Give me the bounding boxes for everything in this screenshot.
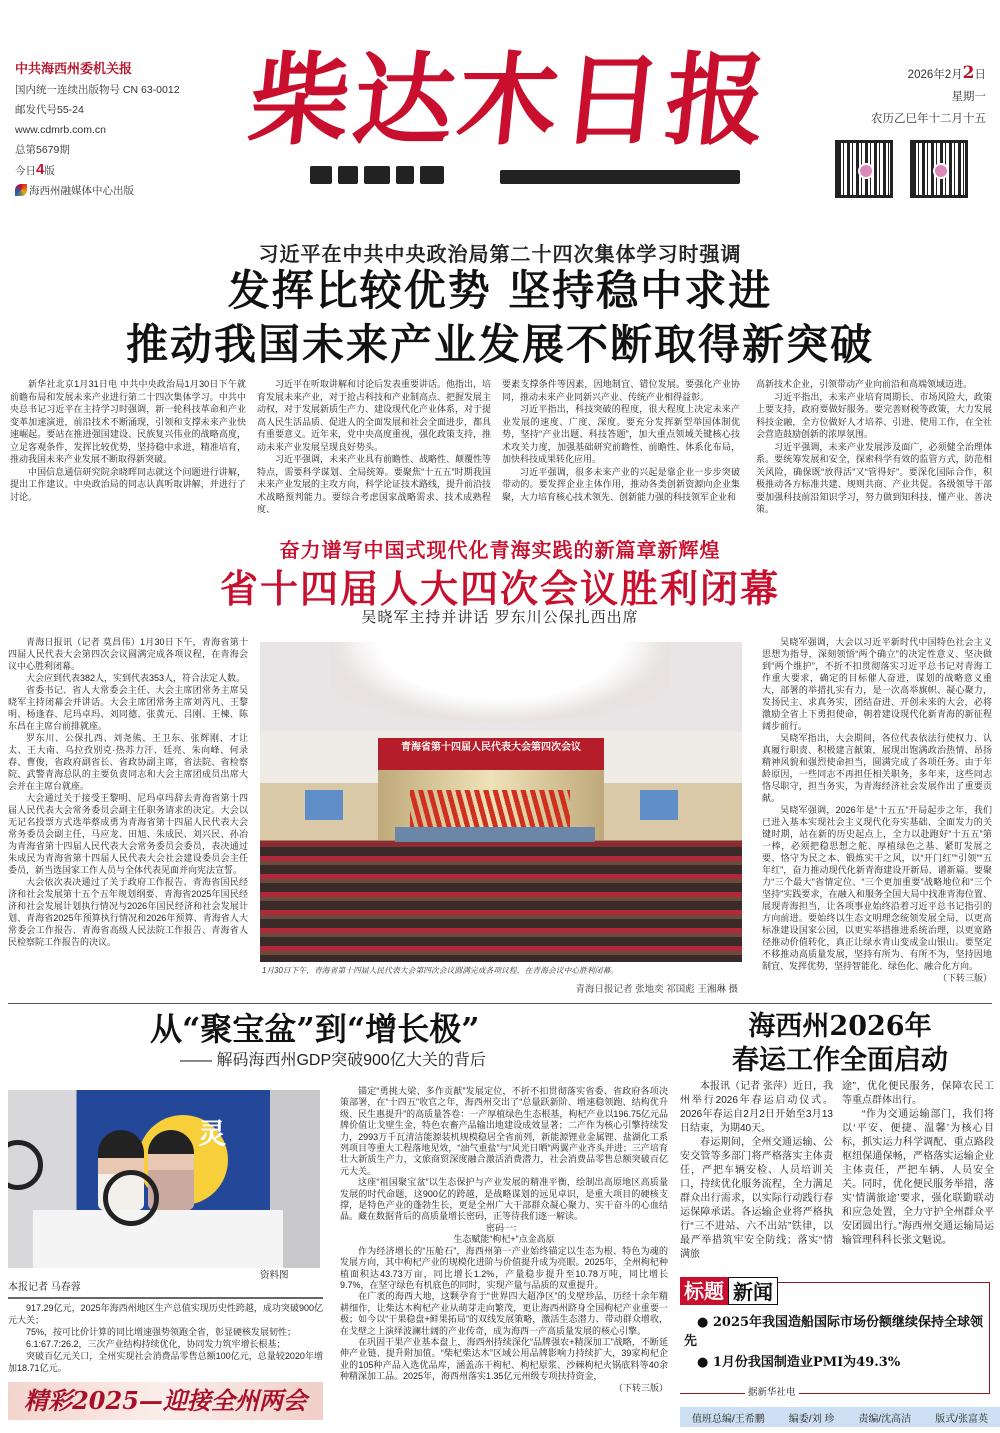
photo-sign-text: 灵 [198,1118,227,1149]
promo-banner[interactable]: 精彩2025—迎接全州两会 [8,1382,323,1420]
npc-kicker: 奋力谱写中国式现代化青海实践的新篇章新辉煌 [279,540,721,562]
party-paper-label: 中共海西州委机关报 [15,61,133,76]
npc-continued: （下转三版） [937,973,992,983]
headline-news-item[interactable]: ● 2025年我国造船国际市场份额继续保持全球领先 [684,1315,984,1349]
gdp-subhead: —— 解码海西州GDP突破900亿大关的背后 [180,1052,486,1069]
lead-column-3: 要素支撑条件等因素，因地制宜、错位发展。要强化产业协同，推动未来产业同新兴产业、传统产业相得益彰。 习近平指出，科技突破的程度，很大程度上决定未来产业发展的速度、广度、深度。要充分发挥新型举国体制优势，坚持“产业出题、科技答题”，加大重点领域关键核心技术攻关力度，加强基础研究前瞻性、前瞻性、体系化布局，加快科技成果转化应用。 习近平强调，很多未来产业的兴起是靠企业一步步突破带动的。要发挥企业主体作用，推动各类创新资源向企业集聚，大力培育核心技术领先、创新能力强的科技领军企业和 [502,379,740,502]
cn-number: 国内统一连续出版物号 CN 63-0012 [15,84,180,96]
postal-code: 邮发代号55-24 [15,104,84,116]
date-block [871,62,986,130]
masthead-info [15,58,180,201]
photo-stage-banner: 青海省第十四届人民代表大会第四次会议 [378,738,604,770]
headline-news-source: 据新华社电 [745,1387,799,1399]
gdp-reporter: 本报记者 马春蓉 [8,1281,323,1299]
lead-headline-2: 推动我国未来产业发展不断取得新突破 [125,320,874,369]
issue-number: 总第5679期 [15,144,70,156]
spring-headline: 海西州2026年 春运工作全面启动 [732,1011,948,1076]
gdp-continued: （下转三版） [613,1382,668,1393]
photo-source: 资料图 [260,1270,289,1281]
issue-date: 2026年2月2日 [907,63,986,83]
section-divider [8,1003,992,1004]
npc-right-column: 吴晓军强调，大会以习近平新时代中国特色社会主义思想为指导，深刻领悟“两个确立”的决定性意义、坚决做到“两个维护”，不折不扣贯彻落实习近平总书记对青海工作重大要求，确定的目标催人奋进，谋划的战略意义重大，部署的举措扎实有力，是一次高举旗帜、凝心聚力，发扬民主、求真务实，团结奋进、开创未来的大会，必将激励全省上下勇担使命，朝着建设现代化新青海的新征程阔步前行。 吴晓军指出，大会期间，各位代表依法行使权力、认真履行职责、积极建言献策，展现出饱满政治热情、昂扬精神风貌和强烈使命担当，圆满完成了各项任务。由于年龄原因，一些同志不再担任相关职务，多年来，这些同志恪尽职守，担当务实，为青海经济社会发展作出了重要贡献。 吴晓军强调，2026年是“十五五”开局起步之年，我们已进入基本实现社会主义现代化夯实基础、全面发力的关键时期，站在新的历史起点上，全力以赴跑好“十五五”第一棒，必须把稳思想之舵、厚植绿色之基、紧盯发展之要、恪守为民之本、锻炼实干之风，以“开门红”“引领”“五年红”，奋力推动现代化新青海建设开新局、谱新篇。要聚力“三个最大”省情定位、“三个更加重要”战略地位和“三个坚持”实践要求，在融入和服务全国大局中找准青海位置、展现青海担当，让各项事业始终沿着习近平总书记指引的方向前进。要始终以生态文明理念统领发展全局，以更高标准建设国家公园，以更实举措推进系统治理，以更宽路径推动价值转化，真正让绿水青山变成金山银山。要坚定不移推动高质量发展，坚持有所为、有所不为，坚持因地制宜、发挥优势，坚持智能化、绿色化、融合化方向。 （下转三版） [762,637,992,983]
lead-column-2: 习近平在听取讲解和讨论后发表重要讲话。他指出，培育发展未来产业，对于抢占科技和产业制高点、把握发展主动权，对于发展新质生产力、建设现代化产业体系，对于提高人民生活品质、促进人的全面发展和社会全面进步，都具有重要意义。近年来，党中央高度重视，强化政策支持，推动未来产业发展呈现良好势头。 习近平强调，未来产业具有前瞻性、战略性、颠覆性等特点，需要科学谋划、全局统筹。要聚焦“十五五”时期我国未来产业发展的主攻方向，科学论证技术路线，提升前沿技术战略预判能力。要综合考虑国家战略需求、技术成熟程度、 [257,379,492,514]
code-label: 密码一： [485,1222,522,1233]
headline-news-tag: 标题 新闻 [680,1277,778,1305]
website-link[interactable]: www.cdmrb.com.cn [15,124,107,136]
lead-kicker: 习近平在中共中央政治局第二十四次集体学习时强调 [258,244,742,266]
tibetan-title-script [500,166,746,192]
livestream-photo [8,1090,320,1268]
npc-headline: 省十四届人大四次会议胜利闭幕 [219,566,780,611]
headline-news-list [684,1313,984,1372]
gdp-headline: 从“聚宝盆”到“增长极” [150,1010,480,1048]
publisher: 海西州融媒体中心出版 [15,181,180,201]
today-pages: 今日4版 [15,161,55,178]
npc-photo-credit: 青海日报记者 张地奕 祁国彪 王湘琳 摄 [575,984,738,995]
npc-subhead: 吴晓军主持并讲话 罗东川公保扎西出席 [361,609,639,626]
editor-credits-bar: 值班总编/王希鹏 编委/刘 珍 责编/沈高洁 版式/张富英 [680,1407,1000,1427]
lead-headline-1: 发挥比较优势 坚持稳中求进 [227,266,773,315]
npc-photo-caption: 1月30日下午，青海省第十四届人民代表大会第四次会议圆满完成各项议程，在青海会议中心胜利闭幕。 [262,966,619,975]
lead-column-4: 高新技术企业，引领带动产业向前沿和高端领域迈进。 习近平指出，未来产业培育周期长、市场风险大，政策上要支持，政府要做好服务。要完善财税等政策，大力发展科技金融，全方位做好人才培养、引进、使用工作，在全社会营造鼓励创新的浓厚氛围。 习近平强调，未来产业发展涉及面广，必须健全治理体系。要统筹发展和安全，探索科学有效的监管方式，防范相关风险，确保既“放得活”又“管得好”。要深化国际合作，积极推动各方标准共建、规则共商、产业共促。各级领导干部要加强科技前沿知识学习，努力做到知科技、懂产业、善决策。 [756,379,992,514]
qr-code-icon[interactable] [910,140,968,198]
newspaper-title-logo: 柴达木日报 [243,41,777,159]
mongolian-title-script [310,166,450,192]
lead-column-1: 新华社北京1月31日电 中共中央政治局1月30日下午就前瞻布局和发展未来产业进行第二十四次集体学习。中共中央总书记习近平在主持学习时强调，新一轮科技革命和产业变革加速演进，前沿技术不断涌现，引领和支撑未来产业快速崛起。要站在推进强国建设、民族复兴伟业的战略高度，立足客观条件，发挥比较优势，坚持稳中求进，精准培育，推动我国未来产业发展不断取得新突破。 中国信息通信研究院余晓晖同志就这个问题进行讲解，提出工作建议。中央政治局的同志认真听取讲解，并进行了讨论。 [10,379,246,502]
npc-left-column: 青海日报讯（记者 莫昌伟）1月30日下午，青海省第十四届人民代表大会第四次会议圆满完成各项议程，在青海会议中心胜利闭幕。 大会应到代表382人，实到代表353人，符合法定人数。 省委书记、省人大常委会主任、大会主席团常务主席吴晓军主持闭幕会并讲话。大会主席团常务主席刘芮凡、王黎明、杨逢春、尼玛卓玛、刘同德、张黄元、吕刚、王楝、陈东昌在主席台前排就座。 罗东川、公保扎西、刘尧熊、王卫东、张辉刚、才让太、王大南、乌拉孜别克·热苏力汗、廷亮、朱向峰、何录春、曹俊，省政府副省长、省政协副主席，省法院、省检察院、武警青海总队的主要负责同志和大会主席团成员出席大会并在主席台就座。 大会通过关于接受王黎明、尼玛卓玛辞去青海省第十四届人民代表大会常务委员会副主任职务请求的决定。大会以无记名投票方式选举蔡成勇为青海省第十四届人民代表大会常务委员会副主任，马应龙、田旭、朱成民、刘兴民、孙冶为青海省第十四届人民代表大会常务委员会委员，表决通过朱成民为青海省第十四届人民代表大会社会建设委员会主任委员，新当选国家工作人员与全体代表见面并向宪法宣誓。 大会依次表决通过了关于政府工作报告、青海省国民经济和社会发展第十五个五年规划纲要、青海省2025年国民经济和社会发展计划执行情况与2026年国民经济和社会发展计划、青海省2025年预算执行情况和2026年预算、青海省人大常委会工作报告、青海省高级人民法院工作报告、青海省人民检察院工作报告的决议。 [8,637,248,947]
code-title: 生态赋能“枸杞+”点金高原 [453,1234,555,1245]
lunar-date: 农历乙巳年十二月十五 [871,113,986,125]
npc-session-photo [260,642,742,962]
spring-column-1: 本报讯（记者 张萍）近日，我州举行2026年春运启动仪式。2026年春运自2月2日开始至3月13日结束，为期40天。 春运期间，全州交通运输、公安交管等多部门将严格落实主体责任，严把车辆安检、人员培训关口，持续优化服务流程，全力满足群众出行需求，以实际行动践行春运保障承诺。各运输企业将严格执行“三不进站、六不出站”铁律，以最严举措筑牢安全防线；落实“情满旅 [680,1081,833,1260]
gdp-stats: 917.29亿元，2025年海西州地区生产总值实现历史性跨越，成功突破900亿元大关； 75%，按可比价计算的同比增速强势领跑全省，彰显硬核发展韧性； 6.1:67.7:26.2，三次产业结构持续优化，协同发力筑牢增长根基； 突破百亿元关口，全州实现社会消费品零售总额100亿元，总量较2020年增加18.71亿元。 [8,1303,323,1373]
weekday: 星期一 [951,91,986,103]
headline-news-item[interactable]: ● 1月份我国制造业PMI为49.3% [697,1355,901,1370]
qr-code-icon[interactable] [835,140,893,198]
gdp-body: 锚定“勇挑大梁、多作贡献”发展定位，不折不扣贯彻落实省委、省政府各项决策部署，在“十四五”收官之年，海西州交出了“总量跃新阶、增速稳领跑、结构优升级、民生惠提升”的高质量答卷：一产厚植绿色生态根基，枸杞产业以196.75亿元品牌价值让戈壁生金，特色农畜产品输出地建设成效显著；二产作为核心引擎持续发力，2993万千瓦清洁能源装机规模稳居全省前列，新能源锂业金属锂、盐湖化工系列项目等重大工程落地见效，“油气重盐”与“风光日晒”两翼产业齐头并进；三产培育壮大新质生产力，文旅商贸深度融合激活消费潜力，社会消费品零售总额突破百亿元大关。 这座“祖国聚宝盆”以生态保护与产业发展的精准平衡，绘制出高原地区高质量发展的时代命题，这900亿的跨越，是战略谋划的远见卓识，是重大项目的硬核支撑，是特色产业的蓬勃生长，更是全州广大干部群众凝心聚力、实干奋斗的心血结晶。藏在数据背后的高质量增长密码，正等待我们逐一解读。 密码一： 生态赋能“枸杞+”点金高原 作为经济增长的“压舱石”，海西州第一产业始终锚定以生态为根、特色为魂的发展方向，其中枸杞产业的规模化进阶与价值提升成为亮眼。2025年，全州枸杞种植面积达43.73万亩，同比增长1.2%，产量稳步提升至10.78万吨，同比增长9.7%，在坚守绿色有机底色的同时，实现产量与品质的双重提升。 在广袤的海西大地，这颗孕育于“世界四大超净区”的戈壁珍品，历经十余年精耕细作，让柴达木枸杞产业从萌芽走向繁茂，更让海西州跻身全国枸杞产业重要一极；如今以“干果稳盘+鲜果拓局”的双线发展策略，激活生态潜力、带动群众增收，在戈壁之上演绎波澜壮阔的产业传奇，成为海西一产高质量发展的核心引擎。 在巩固干果产业基本盘上，海西州持续深化“品牌强农+精深加工”战略，不断延伸产业链、提升附加值。“柴杞柴达木”区域公用品牌影响力持续扩大，39家枸杞企业的105种产品入选优品库，涵盖冻干枸杞、枸杞原浆、沙棘枸杞火锅底料等40余种精深加工品。2025年，海西州落实1.35亿元州级专项扶持资金， （下转三版） [340,1086,668,1393]
spring-column-2: 途”，优化便民服务，保障农民工等重点群体出行。 “作为交通运输部门，我们将以‘平安、便捷、温馨’为核心目标，抓实运力科学调配、重点路段枢纽保通保畅，严格落实运输企业主体责任，严把车辆、人员安全关。同时，优化便民服务举措，落实‘情满旅途’要求，强化联勤联动和应急处置，全力守护全州群众平安团圆出行。”海西州交通运输局运输管理科科长张文魁说。 [842,1081,994,1246]
publisher-logo-icon [15,184,27,196]
